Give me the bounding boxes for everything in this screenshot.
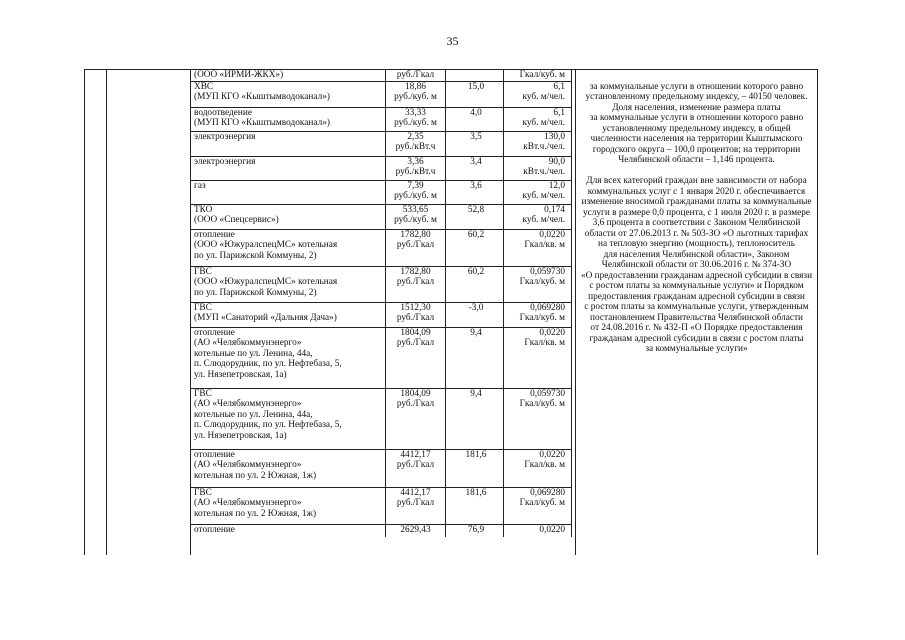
column-divider (106, 70, 107, 555)
consumption-norm-cell: 0,069280 Гкал/куб. м (504, 303, 572, 328)
tariff-table (190, 69, 572, 537)
percent-change-cell (446, 70, 504, 82)
note-paragraph-subsidy: Для всех категорий граждан вне зависимости от набора коммунальных услуг с 1 января 2020 г. обеспечивается изменение вносимой гражданами платы за коммунальные услуги в размере 0,0 процента, с 1 июля 2020 г. в размере 3,6 процента в соответствии с Законом Челябинской области от 27.06.2013 г. № 503-ЗО «О льготных тарифах на тепловую энергию (мощность), теплоноситель для населения Челябинской области», Законом Челябинской области от 30.06.2016 г. № 374-ЗО «О предоставлении гражданам адресной субсидии в связи с ростом платы за коммунальные услуги» и Порядком предоставления гражданам адресной субсидии в связи с ростом платы за коммунальные услуги, утвержденным постановлением Правительства Челябинской области от 24.08.2016 г. № 432-П «О Порядке предоставления гражданам адресной субсидии в связи с ростом платы за коммунальные услуги» (580, 176, 813, 354)
service-name-cell: отопление (ООО «ЮжуралспецМС» котельная по ул. Парижской Коммуны, 2) (191, 230, 386, 267)
table-row (191, 389, 572, 450)
table-row (191, 328, 572, 389)
percent-change-cell: 3,5 (446, 132, 504, 157)
service-name-cell: электроэнергия (191, 157, 386, 181)
tariff-cell: 4412,17 руб./Гкал (386, 450, 446, 488)
tariff-cell: 1782,80 руб./Гкал (386, 267, 446, 303)
table-row (191, 488, 572, 525)
tariff-cell: 1512,30 руб./Гкал (386, 303, 446, 328)
consumption-norm-cell: 12,0 куб. м/чел. (504, 181, 572, 205)
consumption-norm-cell: 6,1 куб. м/чел. (504, 82, 572, 108)
consumption-norm-cell: 0,0220 Гкал/кв. м (504, 450, 572, 488)
service-name-cell: электроэнергия (191, 132, 386, 157)
tariff-cell: 7,39 руб./куб. м (386, 181, 446, 205)
table-row (191, 108, 572, 132)
consumption-norm-cell: 0,174 куб. м/чел. (504, 205, 572, 230)
page-number: 35 (446, 34, 459, 48)
consumption-norm-cell: 0,0220 (504, 525, 572, 537)
consumption-norm-cell: 0,059730 Гкал/куб. м (504, 267, 572, 303)
service-name-cell: отопление (АО «Челябкоммунэнерго» котельные по ул. Ленина, 44а, п. Слюдорудник, по ул. Нефтебаза, 5, ул. Нязепетровская, 1а) (191, 328, 386, 389)
table-row (191, 230, 572, 267)
service-name-cell: ТКО (ООО «Спецсервис») (191, 205, 386, 230)
percent-change-cell: 9,4 (446, 389, 504, 450)
service-name-cell: отопление (191, 525, 386, 537)
consumption-norm-cell: 6,1 куб. м/чел. (504, 108, 572, 132)
tariff-cell: 1804,09 руб./Гкал (386, 389, 446, 450)
tariff-cell: 1804,09 руб./Гкал (386, 328, 446, 389)
table-row (191, 303, 572, 328)
service-name-cell: отопление (АО «Челябкоммунэнерго» котельная по ул. 2 Южная, 1ж) (191, 450, 386, 488)
consumption-norm-cell: 90,0 кВт.ч./чел. (504, 157, 572, 181)
consumption-norm-cell: Гкал/куб. м (504, 70, 572, 82)
table-row (191, 132, 572, 157)
tariff-cell: 533,65 руб./куб. м (386, 205, 446, 230)
service-name-cell: ГВС (АО «Челябкоммунэнерго» котельная по ул. 2 Южная, 1ж) (191, 488, 386, 525)
table-row (191, 267, 572, 303)
consumption-norm-cell: 0,0220 Гкал/кв. м (504, 328, 572, 389)
percent-change-cell: 4,0 (446, 108, 504, 132)
percent-change-cell: 52,8 (446, 205, 504, 230)
note-text (575, 71, 818, 365)
percent-change-cell: -3,0 (446, 303, 504, 328)
service-name-cell: (ООО «ИРМИ-ЖКХ») (191, 70, 386, 82)
percent-change-cell: 3,6 (446, 181, 504, 205)
service-name-cell: ГВС (МУП «Санаторий «Дальняя Дача») (191, 303, 386, 328)
percent-change-cell: 3,4 (446, 157, 504, 181)
table-row (191, 450, 572, 488)
consumption-norm-cell: 0,0220 Гкал/кв. м (504, 230, 572, 267)
table-row (191, 205, 572, 230)
percent-change-cell: 60,2 (446, 267, 504, 303)
table-row (191, 525, 572, 537)
table-row (191, 181, 572, 205)
tariff-cell: 33,33 руб./куб. м (386, 108, 446, 132)
note-paragraph-population: за коммунальные услуги в отношении которого равно установленному предельному индексу, – 40150 человек. Доля населения, изменение размера платы за коммунальные услуги в отношении которого равно установленному предельному индексу, в общей численности населения на территории Кыштымского городского округа – 100,0 процентов; на территории Челябинской области – 1,146 процента. (585, 81, 808, 165)
tariff-cell: 1782,80 руб./Гкал (386, 230, 446, 267)
service-name-cell: водоотведение (МУП КГО «Кыштымводоканал») (191, 108, 386, 132)
percent-change-cell: 15,0 (446, 82, 504, 108)
service-name-cell: ГВС (ООО «ЮжуралспецМС» котельная по ул. Парижской Коммуны, 2) (191, 267, 386, 303)
service-name-cell: ГВС (АО «Челябкоммунэнерго» котельные по ул. Ленина, 44а, п. Слюдорудник, по ул. Нефтебаза, 5, ул. Нязепетровская, 1а) (191, 389, 386, 450)
tariff-cell: руб./Гкал (386, 70, 446, 82)
tariff-cell: 2,35 руб./кВт.ч (386, 132, 446, 157)
consumption-norm-cell: 0,069280 Гкал/куб. м (504, 488, 572, 525)
percent-change-cell: 181,6 (446, 488, 504, 525)
service-name-cell: ХВС (МУП КГО «Кыштымводоканал») (191, 82, 386, 108)
tariff-cell: 18,86 руб./куб. м (386, 82, 446, 108)
percent-change-cell: 60,2 (446, 230, 504, 267)
tariff-cell: 2629,43 (386, 525, 446, 537)
percent-change-cell: 76,9 (446, 525, 504, 537)
table-row (191, 70, 572, 82)
percent-change-cell: 181,6 (446, 450, 504, 488)
percent-change-cell: 9,4 (446, 328, 504, 389)
table-row (191, 157, 572, 181)
consumption-norm-cell: 0,059730 Гкал/куб. м (504, 389, 572, 450)
service-name-cell: газ (191, 181, 386, 205)
consumption-norm-cell: 130,0 кВт.ч./чел. (504, 132, 572, 157)
table-row (191, 82, 572, 108)
tariff-cell: 4412,17 руб./Гкал (386, 488, 446, 525)
tariff-cell: 3,36 руб./кВт.ч (386, 157, 446, 181)
